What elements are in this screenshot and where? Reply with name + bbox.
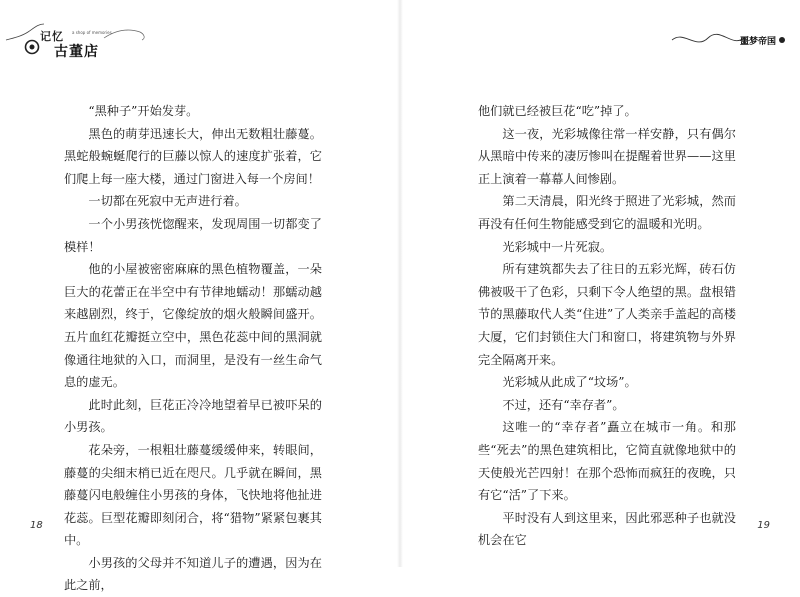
logo-english-text: a shop of memories <box>72 30 112 35</box>
left-body-text <box>64 100 322 597</box>
paragraph: 不过，还有“幸存者”。 <box>502 397 625 412</box>
page-number-left: 18 <box>30 520 43 531</box>
left-page <box>0 0 400 593</box>
logo-text-line2: 古董店 <box>54 44 99 60</box>
paragraph: 一切都在死寂中无声进行着。 <box>88 194 247 209</box>
paragraph: 光彩城中一片死寂。 <box>502 239 613 254</box>
swirl-decoration-icon <box>4 10 154 70</box>
paragraph: 这唯一的“幸存者”矗立在城市一角。和那些“死去”的黑色建筑相比，它简直就像地狱中的天使般光芒四射！在那个恐怖而疯狂的夜晚，只有它“活”了下来。 <box>478 420 736 503</box>
paragraph: 黑色的萌芽迅速长大，伸出无数粗壮藤蔓。黑蛇般蜿蜒爬行的巨藤以惊人的速度扩张着，它们爬上每一座大楼，通过门窗进入每一个房间！ <box>64 126 322 186</box>
paragraph: 光彩城从此成了“坟场”。 <box>502 375 637 390</box>
paragraph: 一个小男孩恍惚醒来，发现周围一切都变了模样！ <box>64 216 322 254</box>
running-head <box>670 22 790 62</box>
paragraph: 第二天清晨，阳光终于照进了光彩城，然而再没有任何生物能感受到它的温暖和光明。 <box>478 194 736 231</box>
paragraph: 平时没有人到这里来，因此邪恶种子也就没机会在它 <box>478 510 736 548</box>
paragraph: 他们就已经被巨花“吃”掉了。 <box>478 104 637 118</box>
logo-text-line1: 记忆 <box>40 30 64 43</box>
logo-header <box>4 10 154 70</box>
paragraph: 这一夜，光彩城像往常一样安静，只有偶尔从黑暗中传来的凄厉惨叫在提醒着世界——这里正上演着一幕幕人间惨剧。 <box>478 126 736 186</box>
running-head-title: 噩梦帝国 <box>739 37 776 47</box>
paragraph: 所有建筑都失去了往日的五彩光辉，砖石仿佛被吸干了色彩，只剩下令人绝望的黑。盘根错节的黑藤取代人类“住进”了人类亲手盖起的高楼大厦，它们封锁住大门和窗口，将建筑物与外界完全隔离开来。 <box>478 262 736 367</box>
page-number-right: 19 <box>757 520 770 531</box>
right-page <box>400 0 800 567</box>
right-body-text <box>478 100 736 552</box>
paragraph: “黑种子”开始发芽。 <box>88 104 199 118</box>
paragraph: 此时此刻，巨花正冷冷地望着早已被吓呆的小男孩。 <box>64 397 322 435</box>
paragraph: 小男孩的父母并不知道儿子的遭遇，因为在此之前， <box>64 555 322 593</box>
paragraph: 他的小屋被密密麻麻的黑色植物覆盖，一朵巨大的花蕾正在半空中有节律地蠕动！那蠕动越来越剧烈，终于，它像绽放的烟火般瞬间盛开。五片血红花瓣挺立空中，黑色花蕊中间的黑洞就像通往地狱的入口，而洞里，是没有一丝生命气息的虚无。 <box>64 262 322 390</box>
paragraph: 花朵旁，一根粗壮藤蔓缓缓伸来，转眼间，藤蔓的尖细末梢已近在咫尺。几乎就在瞬间，黑藤蔓闪电般缠住小男孩的身体，飞快地将他扯进花蕊。巨型花瓣即刻闭合，将“猎物”紧紧包裹其中。 <box>64 442 322 548</box>
